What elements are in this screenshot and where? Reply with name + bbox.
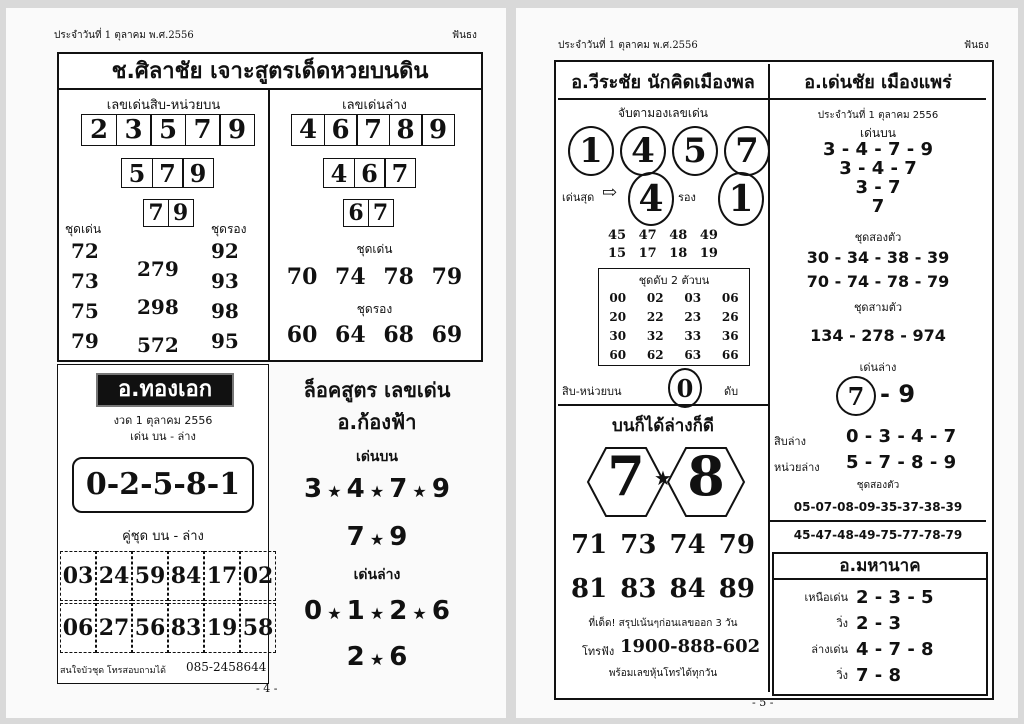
- main-set-number: 73: [71, 269, 99, 293]
- lock-number: 0: [304, 596, 323, 626]
- three-digit-number: 298: [137, 295, 179, 319]
- digit-box: 7: [384, 158, 416, 188]
- mahanak-row-label: วิ่ง: [836, 669, 848, 682]
- thongek-box: [57, 364, 274, 684]
- pair-number: 59: [132, 551, 168, 601]
- kongfa-title: ล็อคสูตร เลขเด่น: [303, 378, 451, 402]
- best-label: เด่นสุด: [562, 191, 595, 204]
- lock-number: 9: [389, 522, 408, 552]
- second-number: 1: [718, 172, 764, 226]
- weerachai-title: อ.วีระชัย นักคิดเมืองพล: [558, 68, 768, 100]
- lock-number: 2: [389, 596, 408, 626]
- mahanak-row-value: 4 - 7 - 8: [856, 638, 934, 660]
- kongfa-top-label: เด่นบน: [356, 449, 398, 465]
- kill-set-box: [598, 268, 750, 366]
- star-icon: ★: [407, 482, 432, 501]
- bottom-digits-row-2: [323, 158, 415, 188]
- footer-note: พร้อมเลขหุ้นโทรได้ทุกวัน: [608, 668, 718, 679]
- star-icon: ★: [654, 466, 672, 490]
- bottom-digits-row-1: [291, 114, 454, 146]
- star-icon: ★: [407, 604, 432, 623]
- kongfa-bottom-row-1: [272, 596, 482, 626]
- pair-number: 02: [240, 551, 276, 601]
- digit-box: 5: [121, 158, 153, 188]
- digit-box: 9: [219, 114, 255, 146]
- right-page-number: - 5 -: [752, 696, 774, 709]
- pair-number: 58: [240, 603, 276, 653]
- three-digit-label: ชุดสามตัว: [853, 301, 903, 314]
- kongfa-author: อ.ก้องฟ้า: [337, 410, 417, 434]
- pair-number: 06: [60, 603, 96, 653]
- tens-value: 0 - 3 - 4 - 7: [846, 426, 957, 447]
- kongfa-top-row-2: [272, 522, 482, 552]
- silachai-box: [57, 52, 483, 362]
- number-row-1: 71 73 74 79: [571, 530, 755, 560]
- digit-box: 5: [150, 114, 186, 146]
- slogan: บนก็ได้ล่างก็ดี: [612, 416, 714, 436]
- units-value: 5 - 7 - 8 - 9: [846, 452, 957, 473]
- digit-box: 7: [185, 114, 221, 146]
- draw-date: งวด 1 ตุลาคม 2556: [113, 414, 213, 427]
- best-number: 4: [628, 172, 674, 226]
- kill-set-number: 32: [646, 329, 664, 343]
- mahanak-row-value: 7 - 8: [856, 664, 902, 686]
- mahanak-row: [778, 610, 982, 636]
- alt-set-number: 98: [211, 299, 239, 323]
- kill-set-number: 66: [721, 348, 739, 362]
- digit-box: 9: [168, 199, 194, 227]
- left-header-brand: ฟันธง: [452, 30, 477, 41]
- denchai-title: อ.เด่นชัย เมืองแพร่: [770, 68, 986, 100]
- pyramid-row: 3 - 4 - 7 - 9: [822, 139, 934, 160]
- mahanak-box: [772, 552, 988, 696]
- digit-box: 6: [343, 199, 369, 227]
- kill-set-number: 03: [684, 291, 702, 305]
- contact-phone: 085-2458644: [186, 660, 267, 674]
- weerachai-subtitle: จับตามองเลขเด่น: [618, 106, 708, 120]
- kill-set-number: 20: [609, 310, 627, 324]
- denchai-box: [770, 64, 988, 548]
- digit-box: 2: [81, 114, 117, 146]
- tens-label: สิบล่าง: [774, 435, 806, 448]
- left-header-date: ประจำวันที่ 1 ตุลาคม พ.ศ.2556: [54, 30, 194, 41]
- kill-set-number: 02: [646, 291, 664, 305]
- bottom-main-set: 70 74 78 79: [286, 264, 463, 290]
- kill-set-number: 00: [609, 291, 627, 305]
- kill-label-left: สิบ-หน่วยบน: [562, 385, 622, 398]
- divider: [558, 404, 768, 406]
- kill-set-number: 33: [684, 329, 702, 343]
- kill-set-number: 62: [646, 348, 664, 362]
- phone-label: โทรฟัง: [582, 645, 615, 658]
- mahanak-row-value: 2 - 3 - 5: [856, 586, 934, 608]
- three-digit-row: 134 - 278 - 974: [810, 326, 946, 345]
- units-label: หน่วยล่าง: [774, 461, 820, 474]
- star-icon: ★: [364, 530, 390, 549]
- kongfa-top-row-1: [272, 474, 482, 504]
- alt-set-label: ชุดรอง: [211, 222, 247, 236]
- top-digits-row-2: [121, 158, 213, 188]
- divider: [770, 520, 986, 522]
- kill-label-right: ดับ: [724, 385, 739, 398]
- alt-set-list: [211, 236, 261, 356]
- pyramid-row: 3 - 4 - 7: [839, 158, 917, 179]
- top-digits-row-1: [81, 114, 254, 146]
- watch-number-circles: [568, 126, 776, 176]
- two-digit-label: ชุดสองตัว: [854, 231, 902, 244]
- pairs-row-a2: 15 17 18 19: [608, 246, 718, 261]
- digit-box: 7: [143, 199, 169, 227]
- left-page: [6, 8, 506, 718]
- second-label: รอง: [678, 191, 696, 204]
- kill-set-number: 06: [721, 291, 739, 305]
- mahanak-title: อ.มหานาค: [774, 554, 986, 580]
- pair-number: 03: [60, 551, 96, 601]
- hex-right-number: 8: [687, 444, 725, 508]
- alt-set-number: 93: [211, 269, 239, 293]
- lock-number: 3: [304, 474, 323, 504]
- mahanak-row: [778, 636, 982, 662]
- denchai-top-label: เด่นบน: [860, 126, 896, 140]
- star-icon: ★: [364, 482, 390, 501]
- two-set-2: 45-47-48-49-75-77-78-79: [793, 528, 963, 542]
- digit-box: 3: [116, 114, 152, 146]
- bottom-alt-set: 60 64 68 69: [286, 322, 463, 348]
- lock-number: 4: [346, 474, 365, 504]
- pairs-row-1: [60, 551, 276, 601]
- mahanak-rows: [778, 584, 982, 688]
- two-digit-row: 70 - 74 - 78 - 79: [806, 272, 950, 291]
- kongfa-bottom-row-2: [272, 642, 482, 672]
- kill-set-number: 26: [721, 310, 739, 324]
- kill-set-number: 63: [684, 348, 702, 362]
- digit-box: 6: [354, 158, 386, 188]
- two-set-label: ชุดสองตัว: [856, 480, 900, 491]
- right-page: [516, 8, 1018, 718]
- kongfa-bottom-label: เด่นล่าง: [353, 567, 401, 583]
- watch-number: 5: [672, 126, 718, 176]
- alt-set-number: 95: [211, 329, 239, 353]
- mahanak-row: [778, 662, 982, 688]
- main-set-number: 75: [71, 299, 99, 323]
- two-set-1: 05-07-08-09-35-37-38-39: [793, 500, 963, 514]
- bottom-rest: - 9: [880, 380, 916, 408]
- pair-number: 56: [132, 603, 168, 653]
- pair-number: 19: [204, 603, 240, 653]
- weerachai-box: [558, 64, 770, 692]
- star-icon: ★: [364, 604, 390, 623]
- silachai-title: ช.ศิลาชัย เจาะสูตรเด็ดหวยบนดิน: [59, 56, 481, 90]
- kill-set-number: 30: [609, 329, 627, 343]
- right-header-brand: ฟันธง: [964, 40, 989, 51]
- mahanak-row-label: วิ่ง: [836, 617, 848, 630]
- main-set-number: 72: [71, 239, 99, 263]
- main-set-number: 79: [71, 329, 99, 353]
- watch-number: 7: [724, 126, 770, 176]
- lock-number: 9: [431, 474, 450, 504]
- main-set-label: ชุดเด่น: [65, 222, 102, 236]
- hex-left-number: 7: [607, 444, 645, 508]
- three-digit-list: [137, 250, 197, 364]
- thongek-main-number: 0-2-5-8-1: [72, 457, 254, 513]
- arrow-icon: ⇨: [602, 182, 618, 203]
- mahanak-row-value: 2 - 3: [856, 612, 902, 634]
- lock-number: 7: [389, 474, 408, 504]
- star-icon: ★: [322, 482, 347, 501]
- kill-set-number: 22: [646, 310, 664, 324]
- lock-number: 7: [346, 522, 365, 552]
- pyramid-row: 7: [871, 196, 885, 217]
- bottom-circle-number: 7: [836, 376, 876, 416]
- pairs-label: คู่ชุด บน - ล่าง: [122, 529, 204, 544]
- digit-box: 4: [323, 158, 355, 188]
- watch-number: 4: [620, 126, 666, 176]
- digit-box: 7: [356, 114, 390, 146]
- pairs-row-2: [60, 603, 276, 653]
- pair-number: 84: [168, 551, 204, 601]
- contact-label: สนใจบัวชุด โทรสอบถามได้: [60, 666, 166, 676]
- bottom-digits-row-3: [343, 199, 392, 227]
- star-icon: ★: [364, 650, 390, 669]
- lock-number: 1: [346, 596, 365, 626]
- bottom-alt-set-label: ชุดรอง: [356, 302, 393, 316]
- kongfa-box: [272, 364, 482, 682]
- kill-set-number: 23: [684, 310, 702, 324]
- kill-set-grid: [599, 289, 749, 365]
- main-set-list: [71, 236, 121, 356]
- digit-box: 9: [182, 158, 214, 188]
- alt-set-number: 92: [211, 239, 239, 263]
- digit-box: 7: [152, 158, 184, 188]
- kill-set-row: [599, 346, 749, 365]
- kill-set-row: [599, 327, 749, 346]
- mahanak-row-label: เหนือเด่น: [804, 591, 848, 604]
- pair-number: 24: [96, 551, 132, 601]
- kill-set-label: ชุดดับ 2 ตัวบน: [638, 274, 710, 287]
- star-icon: ★: [322, 604, 347, 623]
- kill-set-row: [599, 308, 749, 327]
- denchai-bottom-label: เด่นล่าง: [859, 361, 897, 374]
- divider: [268, 90, 270, 360]
- left-page-number: - 4 -: [256, 682, 278, 695]
- right-header-date: ประจำวันที่ 1 ตุลาคม พ.ศ.2556: [558, 40, 698, 51]
- two-digit-rows: [770, 246, 986, 294]
- kill-set-number: 36: [721, 329, 739, 343]
- pair-number: 27: [96, 603, 132, 653]
- number-row-2: 81 83 84 89: [571, 574, 755, 604]
- thongek-subtitle: เด่น บน - ล่าง: [130, 430, 196, 443]
- kill-set-number: 60: [609, 348, 627, 362]
- pair-number: 83: [168, 603, 204, 653]
- three-digit-number: 279: [137, 257, 179, 281]
- digit-box: 4: [291, 114, 325, 146]
- pair-number: 17: [204, 551, 240, 601]
- digit-box: 7: [368, 199, 394, 227]
- kill-number: 0: [668, 368, 702, 408]
- lock-number: 6: [389, 642, 408, 672]
- pairs-row-a1: 45 47 48 49: [608, 228, 718, 243]
- digit-box: 8: [389, 114, 423, 146]
- kill-set-row: [599, 289, 749, 308]
- weerachai-note: ที่เด็ด! สรุปเน้นๆก่อนเลขออก 3 วัน: [588, 618, 738, 629]
- bottom-main-set-label: ชุดเด่น: [356, 242, 393, 256]
- digit-box: 9: [421, 114, 455, 146]
- lock-number: 2: [346, 642, 365, 672]
- top-pyramid: [770, 140, 986, 216]
- top-digits-heading: เลขเด่นสิบ-หน่วยบน: [106, 98, 221, 113]
- top-digits-row-3: [143, 199, 192, 227]
- thongek-title: อ.ทองเอก: [96, 373, 234, 407]
- denchai-date: ประจำวันที่ 1 ตุลาคม 2556: [817, 110, 939, 121]
- pyramid-row: 3 - 7: [855, 177, 901, 198]
- watch-number: 1: [568, 126, 614, 176]
- lock-number: 6: [431, 596, 450, 626]
- mahanak-row-label: ล่างเด่น: [811, 643, 848, 656]
- three-digit-number: 572: [137, 333, 179, 357]
- two-digit-row: 30 - 34 - 38 - 39: [806, 248, 950, 267]
- bottom-digits-heading: เลขเด่นล่าง: [342, 98, 407, 113]
- mahanak-row: [778, 584, 982, 610]
- phone-number: 1900-888-602: [620, 636, 761, 657]
- digit-box: 6: [324, 114, 358, 146]
